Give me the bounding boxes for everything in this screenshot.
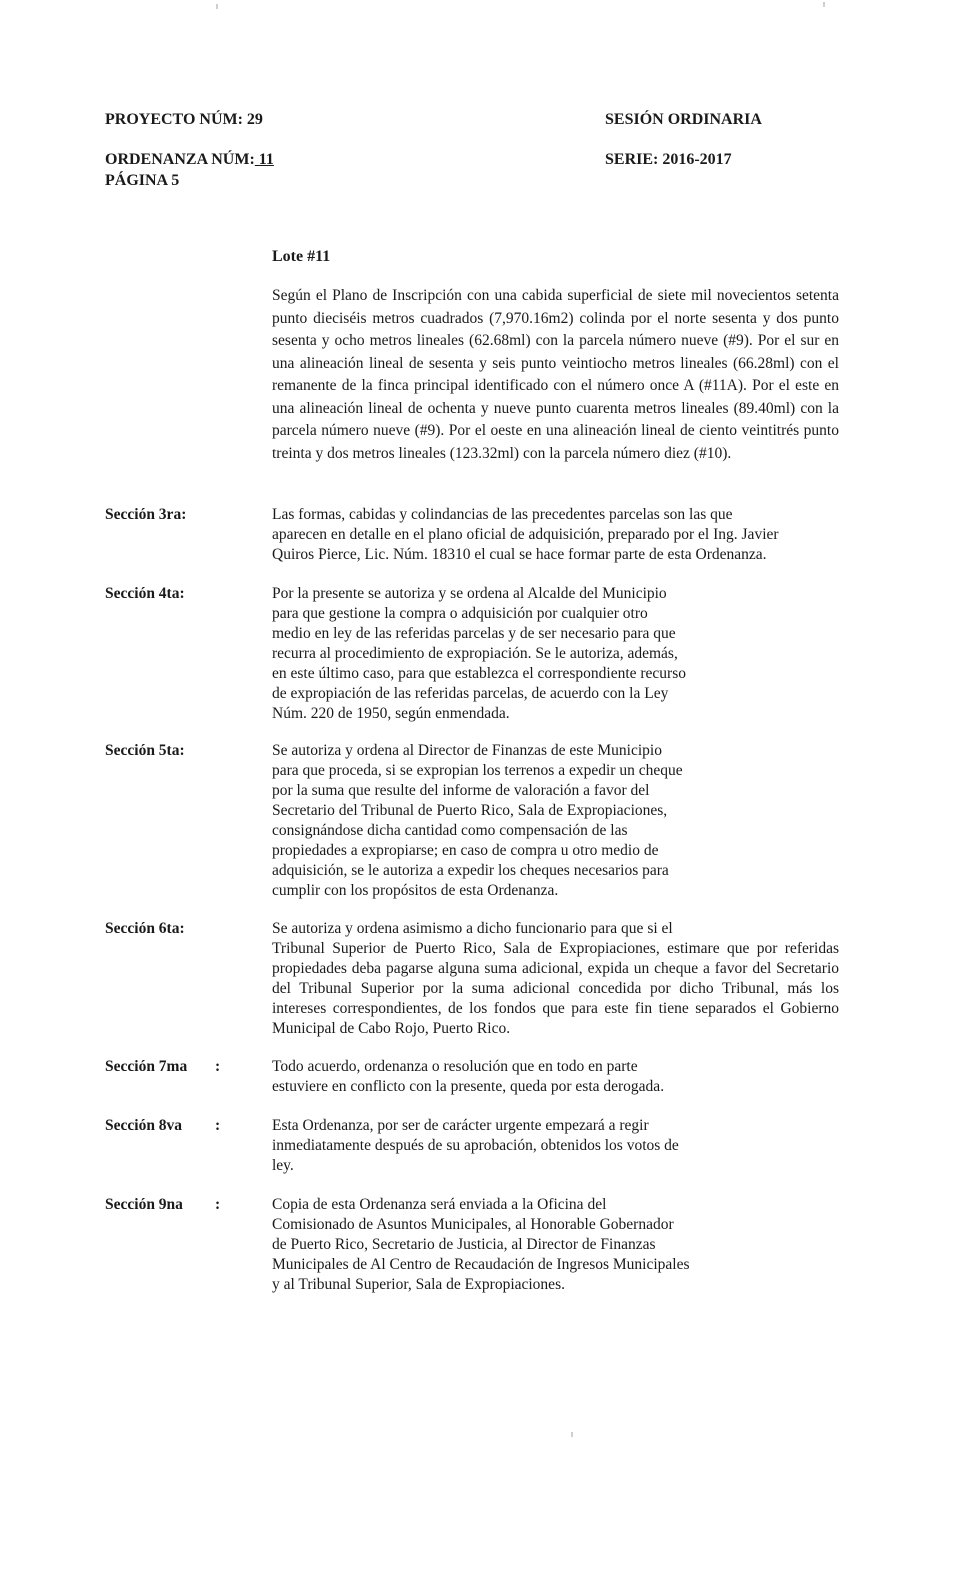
text-line: de expropiación de las referidas parcelas, de acuerdo con la Ley [272, 685, 669, 702]
section-9-text [272, 1195, 690, 1295]
scan-speck [823, 2, 825, 7]
text-line: recurra al procedimiento de expropiación. Se le autoriza, además, [272, 645, 678, 662]
text-line: propiedades a expropiarse; en caso de compra u otro medio de [272, 842, 659, 859]
section-3-label: Sección 3ra: [105, 506, 187, 523]
text-line: Se autoriza y ordena asimismo a dicho funcionario para que si el [272, 920, 673, 937]
ordenanza-number [105, 150, 274, 170]
scan-speck [571, 1432, 573, 1437]
text-line: aparecen en detalle en el plano oficial de adquisición, preparado por el Ing. Javier [272, 526, 779, 543]
text-line: ley. [272, 1157, 294, 1174]
section-9-label: Sección 9na [105, 1196, 183, 1213]
text-line: Todo acuerdo, ordenanza o resolución que en todo en parte [272, 1058, 638, 1075]
text-line: Núm. 220 de 1950, según enmendada. [272, 705, 510, 722]
text-line: Las formas, cabidas y colindancias de las precedentes parcelas son las que [272, 506, 733, 523]
text-line: por la suma que resulte del informe de valoración a favor del [272, 782, 650, 799]
section-7-colon: : [215, 1058, 221, 1075]
text-line: inmediatamente después de su aprobación, obtenidos los votos de [272, 1137, 679, 1154]
section-5-text [272, 741, 683, 901]
proyecto-number: PROYECTO NÚM: 29 [105, 111, 263, 128]
text-line: en este último caso, para que establezca el correspondiente recurso [272, 665, 687, 682]
text-line: Se autoriza y ordena al Director de Finanzas de este Municipio [272, 742, 662, 759]
section-7-label: Sección 7ma [105, 1058, 188, 1075]
scan-speck [216, 4, 218, 9]
text-line: Comisionado de Asuntos Municipales, al Honorable Gobernador [272, 1216, 674, 1233]
text-line: Esta Ordenanza, por ser de carácter urgente empezará a regir [272, 1117, 649, 1134]
section-3-text [272, 505, 779, 565]
text-line: estuviere en conflicto con la presente, queda por esta derogada. [272, 1078, 665, 1095]
text-line: Por la presente se autoriza y se ordena al Alcalde del Municipio [272, 585, 667, 602]
text-line: y al Tribunal Superior, Sala de Expropiaciones. [272, 1276, 565, 1293]
lote-description: Según el Plano de Inscripción con una cabida superficial de siete mil novecientos setenta punto dieciséis metros cuadrados (7,970.16m2) colinda por el norte sesenta y dos punto sesenta y ocho metros lineales (62.68ml) con la parcela número nueve (#9). Por el sur en una alineación lineal de sesenta y seis punto veintiocho metros lineales (66.28ml) con el remanente de la finca principal identificado con el número once A (#11A). Por el este en una alineación lineal de ochenta y nueve punto cuarenta metros lineales (89.40ml) con la parcela número nueve (#9). Por el oeste en una alineación lineal de ciento veintitrés punto treinta y dos metros lineales (123.32ml) con la parcela número diez (#10). [272, 287, 839, 462]
section-8-label: Sección 8va [105, 1117, 183, 1134]
text-block: Tribunal Superior de Puerto Rico, Sala de Expropiaciones, estimare que por referidas propiedades deba pagarse alguna suma adicional, expida un cheque a favor del Secretario del Tribunal Superior por la suma adicional concedida por dicho Tribunal, más los intereses correspondientes, de los fondos que para este fin tiene separados el Gobierno Municipal de Cabo Rojo, Puerto Rico. [272, 940, 839, 1037]
text-line: de Puerto Rico, Secretario de Justicia, al Director de Finanzas [272, 1236, 656, 1253]
section-8-text [272, 1116, 679, 1176]
ordenanza-label: ORDENANZA NÚM: [105, 151, 255, 168]
section-8-colon: : [215, 1117, 221, 1134]
text-line: Copia de esta Ordenanza será enviada a la Oficina del [272, 1196, 607, 1213]
text-line: medio en ley de las referidas parcelas y de ser necesario para que [272, 625, 676, 642]
text-line: cumplir con los propósitos de esta Ordenanza. [272, 882, 559, 899]
session-type: SESIÓN ORDINARIA [605, 111, 762, 128]
ordenanza-value: 11 [254, 151, 274, 168]
section-7-text [272, 1057, 664, 1097]
section-6-text [272, 919, 839, 1039]
section-6-label: Sección 6ta: [105, 920, 185, 937]
section-5-label: Sección 5ta: [105, 742, 185, 759]
text-line: adquisición, se le autoriza a expedir los cheques necesarios para [272, 862, 669, 879]
section-4-text [272, 584, 686, 724]
text-line: para que gestione la compra o adquisición por cualquier otro [272, 605, 648, 622]
page-number: PÁGINA 5 [105, 172, 180, 189]
text-line: Quiros Pierce, Lic. Núm. 18310 el cual se hace formar parte de esta Ordenanza. [272, 546, 767, 563]
text-line: Municipales de Al Centro de Recaudación de Ingresos Municipales [272, 1256, 690, 1273]
text-line: consignándose dicha cantidad como compensación de las [272, 822, 628, 839]
section-4-label: Sección 4ta: [105, 585, 185, 602]
section-9-colon: : [215, 1196, 221, 1213]
serie: SERIE: 2016-2017 [605, 151, 732, 168]
lote-title: Lote #11 [272, 248, 331, 265]
text-line: para que proceda, si se expropian los terrenos a expedir un cheque [272, 762, 683, 779]
text-line: Secretario del Tribunal de Puerto Rico, Sala de Expropiaciones, [272, 802, 668, 819]
